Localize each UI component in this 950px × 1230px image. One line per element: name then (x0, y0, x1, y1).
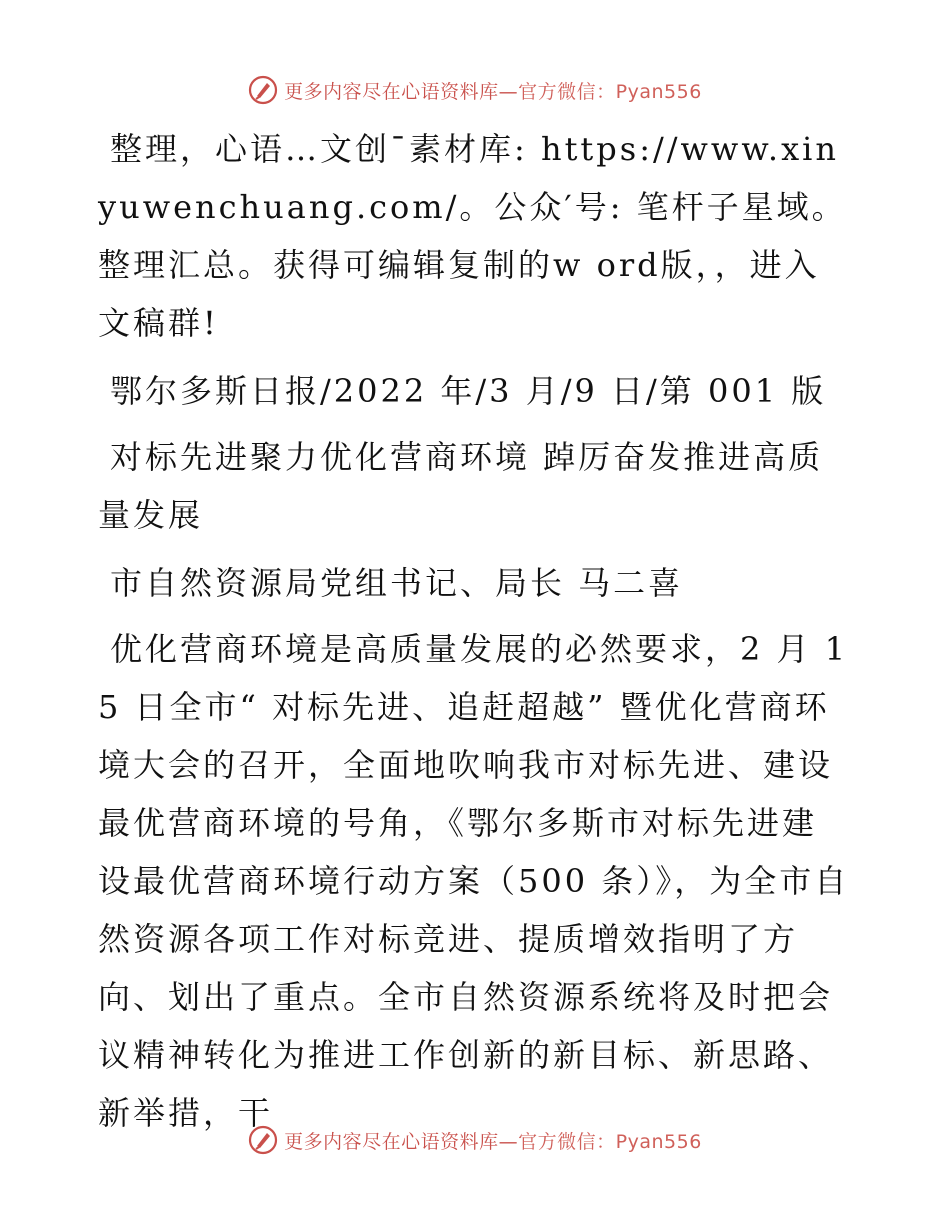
banner-text (284, 1127, 702, 1154)
intro-paragraph: 整理，心语…文创¯素材库: https://www.xinyuwenchuang.com/。公众′号: 笔杆子星域。整理汇总。获得可编辑复制的w ord版，，进入文稿群! (98, 130, 847, 342)
document-body (98, 120, 850, 1152)
banner-separator: — (498, 1130, 519, 1153)
header-watermark-banner (0, 70, 950, 110)
pen-seal-logo-icon (248, 1125, 278, 1155)
banner-text (284, 77, 702, 104)
article-headline: 对标先进聚力优化营商环境 踔厉奋发推进高质量发展 (98, 438, 824, 534)
pen-seal-logo-icon (248, 75, 278, 105)
footer-watermark-banner (0, 1120, 950, 1160)
banner-contact: 官方微信：Pyan556 (518, 80, 702, 103)
banner-contact: 官方微信：Pyan556 (518, 1130, 702, 1153)
body-paragraph: 优化营商环境是高质量发展的必然要求，2 月 15 日全市“ 对标先进、追赶超越” 暨优化营商环境大会的召开，全面地吹响我市对标先进、建设最优营商环境的号角，《鄂尔多斯市对标先进建设最优营商环境行动方案（500 条）》，为全市自然资源各项工作对标竞进、提质增效指明了方向、划出了重点。全市自然资源系统将及时把会议精神转化为推进工作创新的新目标、新思路、新举措，干 (98, 630, 850, 1132)
banner-separator: — (498, 80, 519, 103)
author-line: 市自然资源局党组书记、局长 马二喜 (110, 564, 684, 602)
banner-title: 更多内容尽在心语资料库 (284, 1130, 499, 1153)
source-line: 鄂尔多斯日报/2022 年/3 月/9 日/第 001 版 (110, 372, 827, 410)
banner-title: 更多内容尽在心语资料库 (284, 80, 499, 103)
